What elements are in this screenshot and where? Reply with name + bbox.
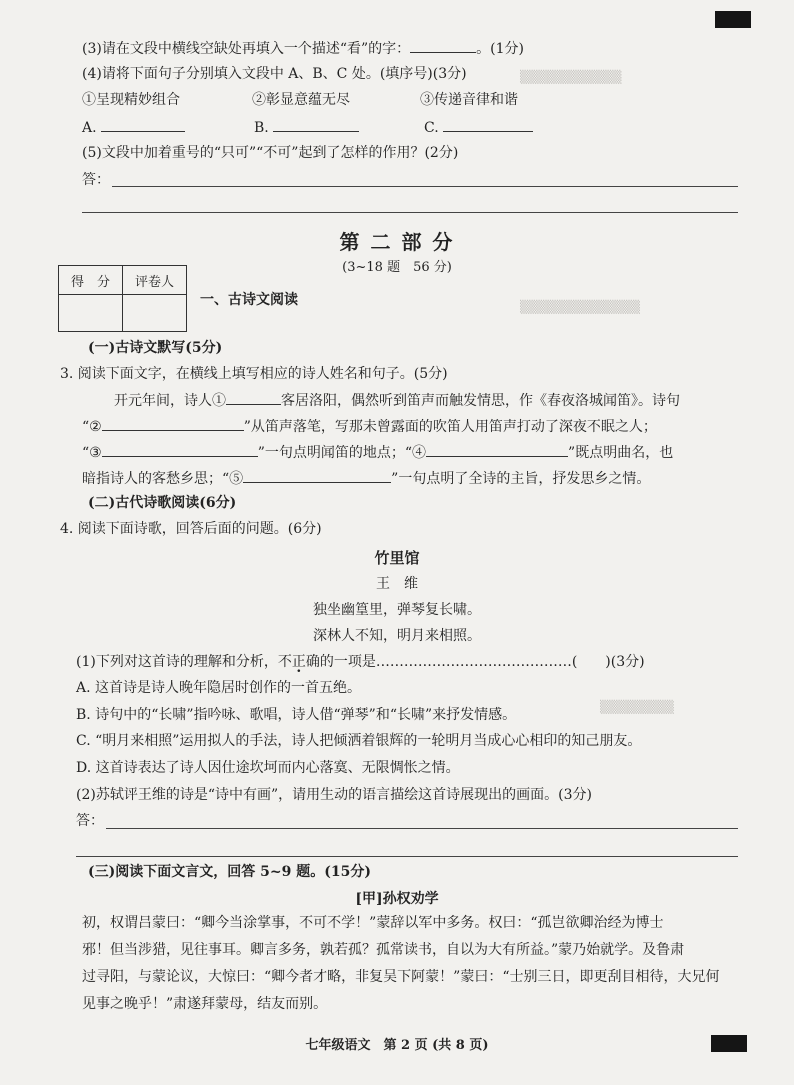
- score-table: [58, 265, 187, 332]
- question-4-1: [76, 652, 645, 672]
- subsection-heading: (二)古代诗歌阅读(6分): [88, 495, 237, 511]
- verse-blank-4[interactable]: [426, 442, 568, 457]
- question-text: (1)下列对这首诗的理解和分析，: [76, 654, 278, 670]
- fill-text: ”一句点明闻笛的地点；“④: [257, 445, 427, 461]
- question-3-points: 。(1分): [476, 41, 524, 57]
- fill-text: 暗指诗人的客愁乡思；“⑤: [82, 471, 244, 487]
- passage-line: 见事之晚乎！”肃遂拜蒙母，结友而别。: [82, 996, 328, 1012]
- emphasized-word: 不正确: [277, 654, 320, 670]
- fill-text: ”既点明曲名，也: [568, 445, 674, 461]
- poem-author: 王 维: [376, 576, 418, 592]
- fill-text: 客居洛阳，偶然听到笛声而触发情思，作《春夜洛城闻笛》。诗句: [281, 393, 680, 409]
- answer-line[interactable]: [76, 856, 738, 857]
- bleed-through-text: ▒▒▒▒▒▒▒▒▒▒▒▒▒: [520, 300, 640, 314]
- question-4-2: (2)苏轼评王维的诗是“诗中有画”，请用生动的语言描绘这首诗展现出的画面。(3分): [76, 787, 592, 803]
- bleed-through-text: ▒▒▒▒▒▒▒▒▒▒▒: [520, 70, 622, 84]
- question-3-text: (3)请在文段中横线空缺处再填入一个描述“看”的字：: [82, 41, 411, 57]
- bleed-through-text: ▒▒▒▒▒▒▒▒: [600, 700, 674, 714]
- option-1: ①呈现精妙组合: [82, 92, 180, 108]
- blank-a: [82, 117, 185, 138]
- grader-cell[interactable]: [123, 295, 187, 332]
- verse-blank-3[interactable]: [102, 442, 258, 457]
- fill-line-2: [82, 416, 657, 437]
- grader-header: 评卷人: [123, 266, 187, 295]
- option-3: ③传递音律和谐: [420, 92, 518, 108]
- option-2: ②彰显意蕴无尽: [252, 92, 350, 108]
- blank-a-label: A.: [82, 120, 97, 136]
- blank-c-label: C.: [424, 120, 439, 136]
- fill-line-4: [82, 468, 650, 489]
- verse-blank-2[interactable]: [102, 416, 244, 431]
- blank-a-input[interactable]: [101, 117, 185, 132]
- question-prompt: 3. 阅读下面文字，在横线上填写相应的诗人姓名和句子。(5分): [60, 366, 448, 382]
- passage-line: 初，权谓吕蒙曰：“卿今当涂掌事，不可不学！”蒙辞以军中多务。权曰：“孤岂欲卿治经为博士: [82, 915, 664, 931]
- poet-name-blank[interactable]: [226, 390, 281, 405]
- blank-b-input[interactable]: [273, 117, 359, 132]
- subsection-heading: (一)古诗文默写(5分): [88, 340, 223, 356]
- fill-text: ”一句点明了全诗的主旨，抒发思乡之情。: [391, 471, 651, 487]
- question-text: 的一项是……………………………………( )(3分): [319, 654, 645, 670]
- choice-b[interactable]: B. 诗句中的“长啸”指吟咏、歌唱，诗人借“弹琴”和“长啸”来抒发情感。: [76, 707, 517, 723]
- answer-blank[interactable]: [410, 38, 476, 53]
- score-header: 得 分: [59, 266, 123, 295]
- answer-label: 答：: [82, 172, 110, 188]
- score-cell[interactable]: [59, 295, 123, 332]
- blank-b: [254, 117, 359, 138]
- poem-title: 竹里馆: [374, 549, 420, 567]
- answer-label: 答：: [76, 813, 104, 829]
- blank-c: [424, 117, 533, 138]
- passage-line: 过寻阳，与蒙论议，大惊曰：“卿今者才略，非复吴下阿蒙！”蒙曰：“士别三日，即更刮目相待，大兄何: [82, 969, 720, 985]
- question-prompt: 4. 阅读下面诗歌，回答后面的问题。(6分): [60, 521, 322, 537]
- registration-mark-bottom: [711, 1035, 747, 1052]
- verse-blank-5[interactable]: [243, 468, 391, 483]
- question-3: [82, 38, 524, 59]
- choice-c[interactable]: C. “明月来相照”运用拟人的手法，诗人把倾洒着银辉的一轮明月当成心心相印的知己朋友。: [76, 733, 642, 749]
- part-title: 第 二 部 分: [339, 230, 455, 254]
- answer-line[interactable]: [82, 212, 738, 213]
- blank-c-input[interactable]: [443, 117, 533, 132]
- registration-mark-top: [715, 11, 751, 28]
- poem-line: 独坐幽篁里，弹琴复长啸。: [313, 602, 481, 618]
- choice-a[interactable]: A. 这首诗是诗人晚年隐居时创作的一首五绝。: [76, 680, 362, 696]
- fill-line-3: [82, 442, 673, 463]
- question-4: (4)请将下面句子分别填入文段中 A、B、C 处。(填序号)(3分): [82, 66, 467, 82]
- fill-text: ”从笛声落笔，写那未曾露面的吹笛人用笛声打动了深夜不眠之人；: [243, 419, 657, 435]
- part-subtitle: (3~18 题 56 分): [342, 260, 452, 275]
- fill-line-1: [114, 390, 680, 411]
- page-footer: 七年级语文 第 2 页 (共 8 页): [305, 1038, 489, 1053]
- fill-text: “③: [82, 445, 102, 461]
- fill-text: 开元年间，诗人①: [114, 393, 226, 409]
- question-5: (5)文段中加着重号的“只可”“不可”起到了怎样的作用？(2分): [82, 145, 459, 161]
- fill-text: “②: [82, 419, 102, 435]
- passage-title: [甲]孙权劝学: [355, 891, 439, 907]
- subsection-heading: (三)阅读下面文言文，回答 5~9 题。(15分): [88, 864, 371, 880]
- poem-line: 深林人不知，明月来相照。: [313, 628, 481, 644]
- answer-line[interactable]: [112, 186, 738, 187]
- answer-line[interactable]: [106, 828, 738, 829]
- choice-d[interactable]: D. 这首诗表达了诗人因仕途坎坷而内心落寞、无限惆怅之情。: [76, 760, 460, 776]
- passage-line: 邪！但当涉猎，见往事耳。卿言多务，孰若孤？孤常读书，自以为大有所益。”蒙乃始就学。及鲁肃: [82, 942, 685, 958]
- section-title: 一、古诗文阅读: [200, 292, 298, 308]
- blank-b-label: B.: [254, 120, 269, 136]
